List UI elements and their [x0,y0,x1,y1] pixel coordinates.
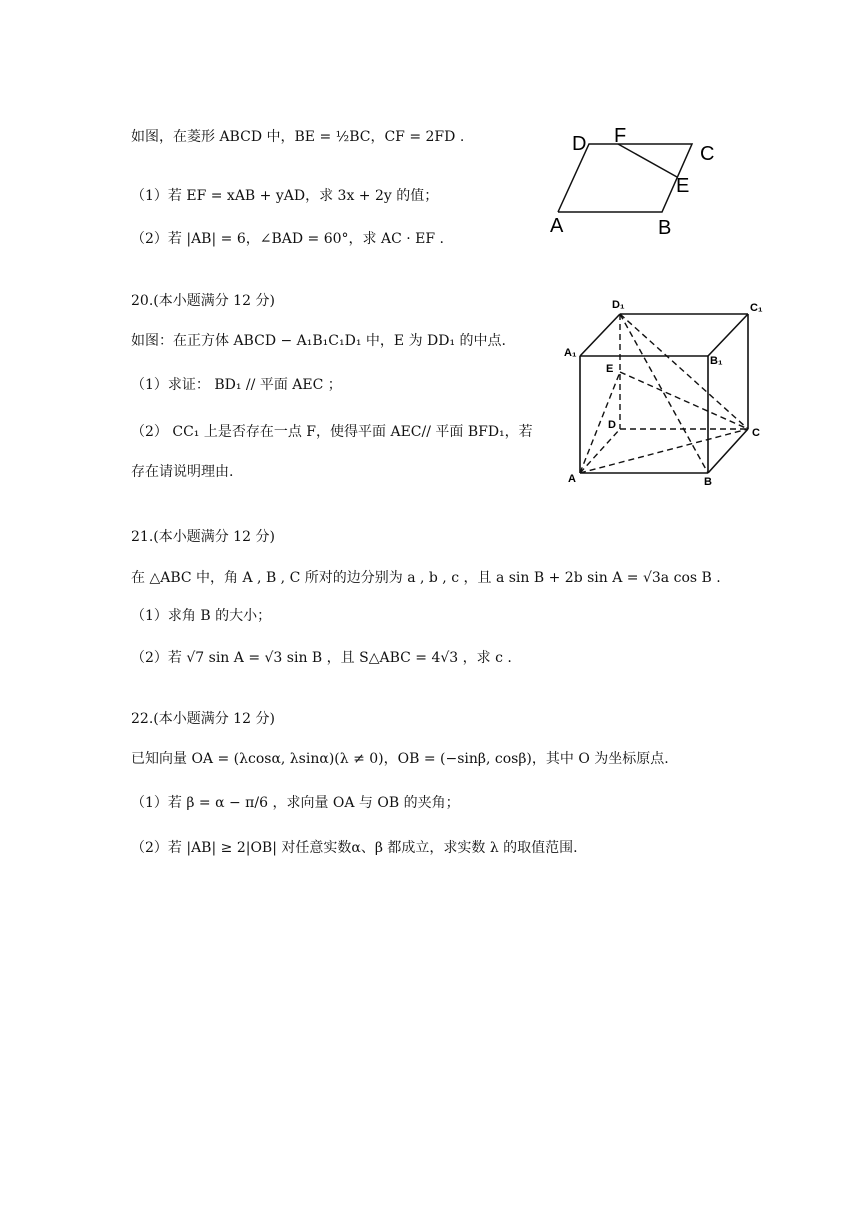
rhombus-label-B: B [658,217,672,239]
q22-intro: 已知向量 OA = (λcosα, λsinα)(λ ≠ 0)，OB = (−sinβ, cosβ)，其中 O 为坐标原点. [131,751,669,767]
rhombus-label-D: D [572,133,587,155]
q20-part2: （2） CC₁ 上是否存在一点 F，使得平面 AEC// 平面 BFD₁，若 [131,424,533,440]
q22-part2: （2）若 |AB| ≥ 2|OB| 对任意实数α、β 都成立，求实数 λ 的取值范围. [131,840,578,856]
q21-intro: 在 △ABC 中，角 A , B , C 所对的边分别为 a , b , c ，且 a sin B + 2b sin A = √3a cos B . [131,570,721,586]
cube-label-D: D [608,419,616,431]
q21-part2: （2）若 √7 sin A = √3 sin B ，且 S△ABC = 4√3 ，求 c . [131,650,512,666]
q20-header: 20.(本小题满分 12 分) [131,293,275,309]
q19-part1: （1）若 EF = xAB + yAD，求 3x + 2y 的值； [131,188,439,204]
rhombus-label-F: F [614,125,627,147]
q20-part1: （1）求证： BD₁ // 平面 AEC ； [131,377,342,393]
cube-label-A1: A₁ [564,347,577,359]
rhombus-figure [540,122,740,240]
cube-label-C1: C₁ [750,302,763,314]
rhombus-label-A: A [550,215,564,237]
q22-part1: （1）若 β = α − π/6 ，求向量 OA 与 OB 的夹角； [131,795,460,811]
cube-label-D1: D₁ [612,299,625,311]
cube-label-B1: B₁ [710,355,723,367]
cube-label-E: E [606,363,614,375]
q20-intro: 如图：在正方体 ABCD − A₁B₁C₁D₁ 中，E 为 DD₁ 的中点. [131,333,506,349]
cube-figure [562,296,772,492]
rhombus-label-E: E [676,175,690,197]
q19-part2: （2）若 |AB| = 6，∠BAD = 60°，求 AC · EF . [131,231,444,247]
cube-label-C: C [752,427,760,439]
q21-header: 21.(本小题满分 12 分) [131,529,275,545]
rhombus-label-C: C [700,143,715,165]
q21-part1: （1）求角 B 的大小； [131,608,272,624]
q19-intro: 如图，在菱形 ABCD 中，BE = ½BC，CF = 2FD . [131,129,465,145]
cube-label-A: A [568,473,576,485]
q22-header: 22.(本小题满分 12 分) [131,711,275,727]
cube-label-B: B [704,476,712,488]
q20-part2-cont: 存在请说明理由. [131,464,234,480]
